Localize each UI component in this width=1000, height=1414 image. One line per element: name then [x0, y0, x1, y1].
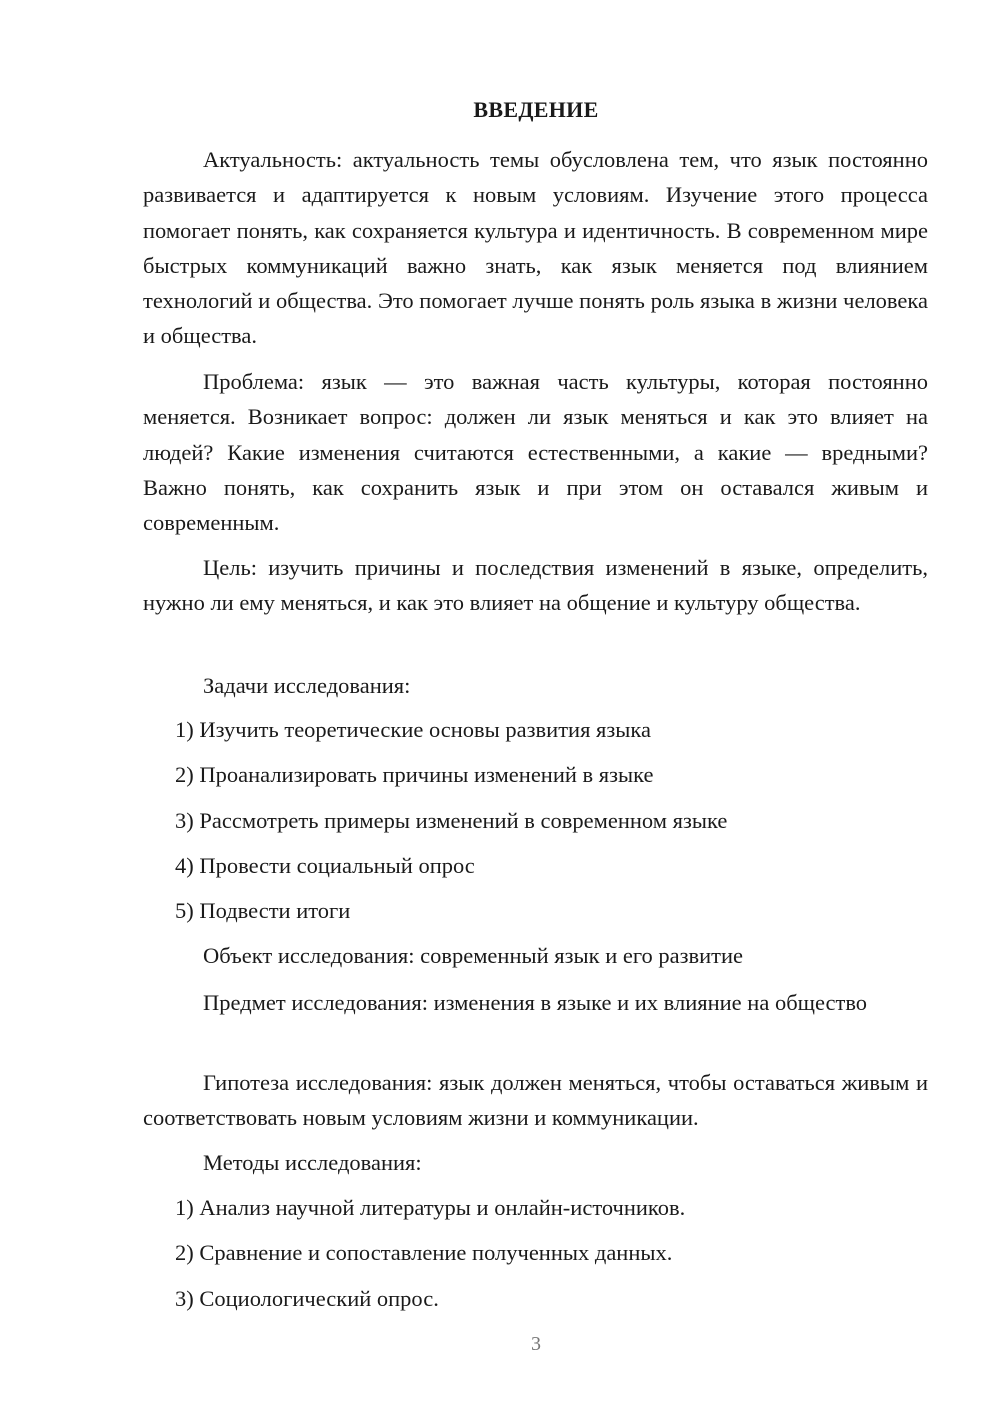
task-item-1: 1) Изучить теоретические основы развития языка [175, 717, 651, 742]
methods-heading: Методы исследования: [203, 1150, 422, 1175]
page-title: ВВЕДЕНИЕ [473, 97, 599, 122]
subject-paragraph: Предмет исследования: изменения в языке и их влияние на общество [203, 990, 868, 1015]
task-item-3: 3) Рассмотреть примеры изменений в современном языке [175, 808, 728, 833]
page-number: 3 [531, 1333, 541, 1355]
goal-paragraph: Цель: изучить причины и последствия изменений в языке, определить, нужно ли ему меняться, и как это влияет на общение и культуру общества. [143, 555, 928, 616]
method-item-2: 2) Сравнение и сопоставление полученных данных. [175, 1240, 673, 1265]
hypothesis-paragraph: Гипотеза исследования: язык должен меняться, чтобы оставаться живым и соответствовать новым условиям жизни и коммуникации. [143, 1070, 928, 1131]
problem-paragraph: Проблема: язык — это важная часть культуры, которая постоянно меняется. Возникает вопрос: должен ли язык меняться и как это влияет на людей? Какие изменения считаются естественными, а какие — вредными? Важно понять, как сохранить язык и при этом он оставался живым и современным. [143, 369, 928, 536]
task-item-4: 4) Провести социальный опрос [175, 853, 475, 878]
relevance-paragraph: Актуальность: актуальность темы обусловлена тем, что язык постоянно развивается и адаптируется к новым условиям. Изучение этого процесса помогает понять, как сохраняется культура и идентичность. В современном мире быстрых коммуникаций важно знать, как язык меняется под влиянием технологий и общества. Это помогает лучше понять роль языка в жизни человека и общества. [143, 147, 928, 349]
method-item-1: 1) Анализ научной литературы и онлайн-источников. [175, 1195, 686, 1220]
object-line: Объект исследования: современный язык и его развитие [203, 943, 744, 968]
tasks-heading: Задачи исследования: [203, 673, 411, 698]
method-item-3: 3) Социологический опрос. [175, 1286, 439, 1311]
task-item-5: 5) Подвести итоги [175, 898, 351, 923]
task-item-2: 2) Проанализировать причины изменений в языке [175, 762, 654, 787]
